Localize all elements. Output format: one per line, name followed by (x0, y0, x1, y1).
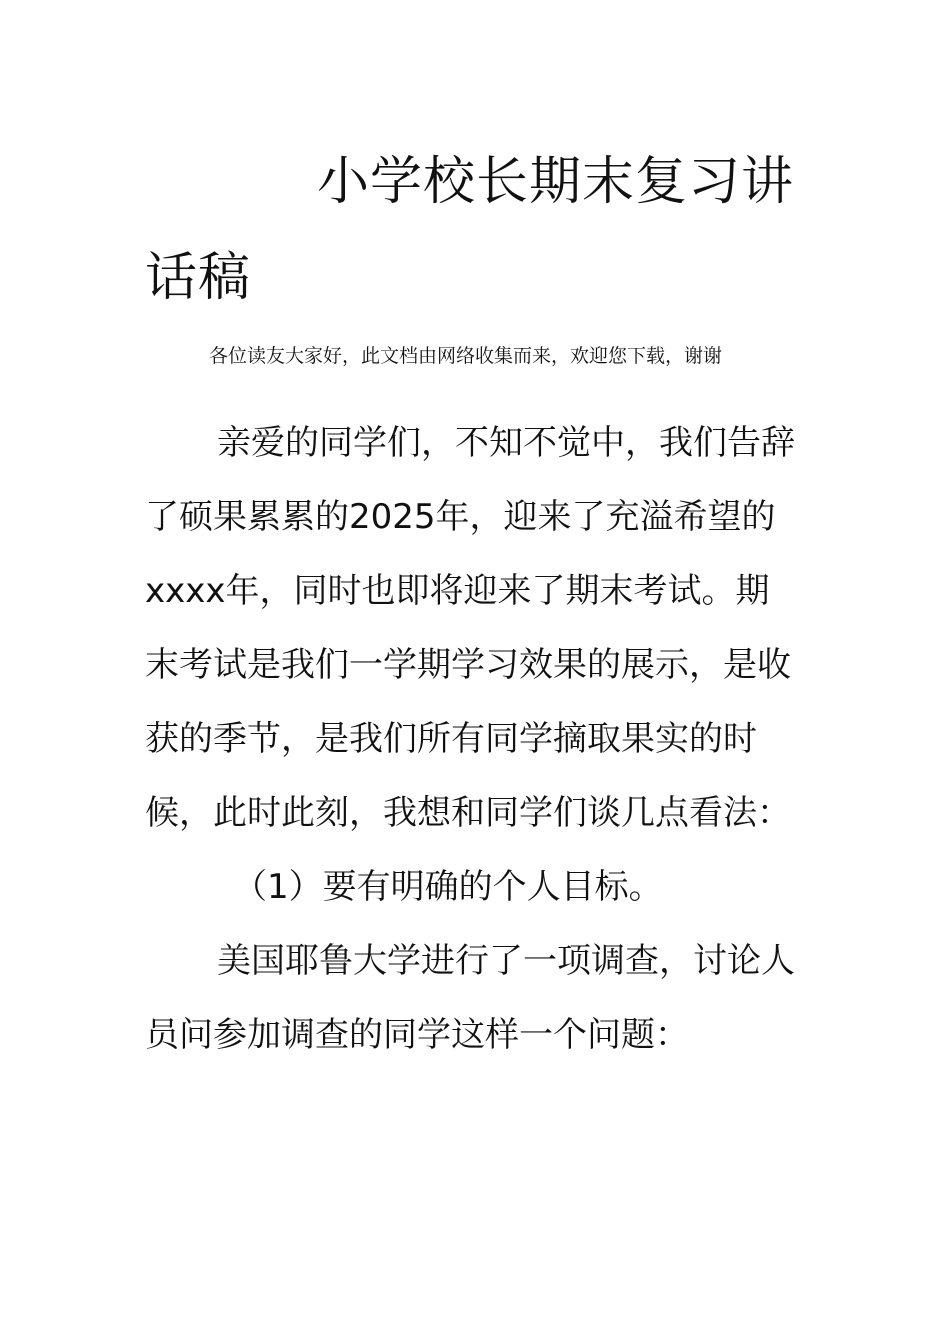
survey-paragraph: 美国耶鲁大学进行了一项调查，讨论人员问参加调查的同学这样一个问题： (145, 941, 795, 1055)
section-heading-1: （1）要有明确的个人目标。 (233, 867, 663, 907)
download-note: 各位读友大家好，此文档由网络收集而来，欢迎您下载，谢谢 (209, 345, 723, 367)
opening-paragraph: 亲爱的同学们，不知不觉中，我们告辞了硕果累累的2025年，迎来了充溢希望的xxxx年，同时也即将迎来了期末考试。期末考试是我们一学期学习效果的展示，是收获的季节，是我们所有同学摘取果实的时候，此时此刻，我想和同学们谈几点看法： (145, 423, 795, 833)
document-title: 小学校长期末复习讲话稿 (145, 152, 795, 308)
document-content (145, 134, 795, 1072)
